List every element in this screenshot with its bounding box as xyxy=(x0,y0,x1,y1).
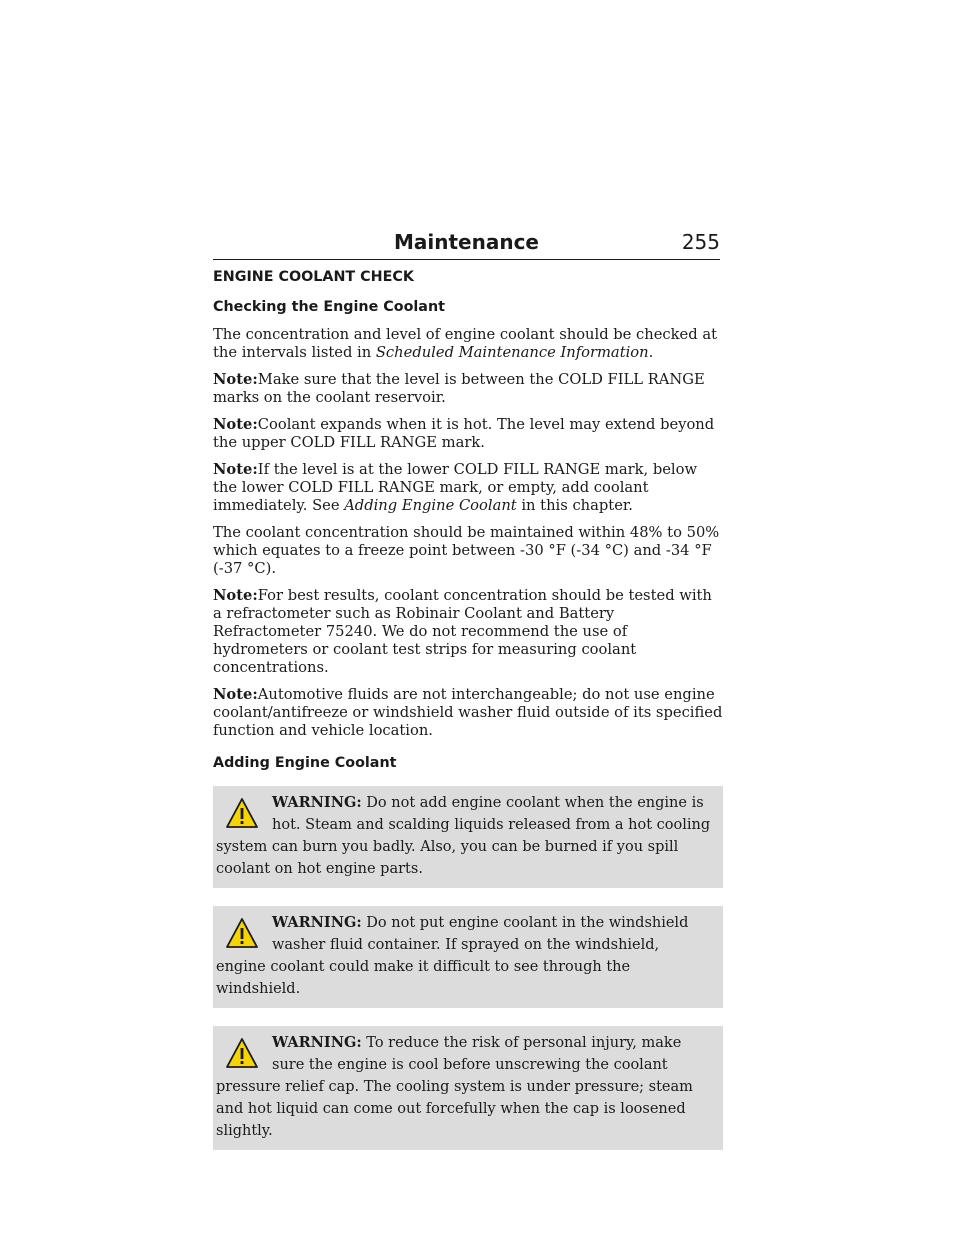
warning-label: WARNING: xyxy=(272,914,362,931)
section-title: ENGINE COOLANT CHECK xyxy=(213,269,414,285)
subsection-title-checking: Checking the Engine Coolant xyxy=(213,299,445,315)
note-paragraph: Note:For best results, coolant concentration should be tested with a refractometer such as Robinair Coolant and Battery Refractometer 75240. We do not recommend the use of hydrometers or coolant test strips for measuring coolant concentrations. xyxy=(213,587,712,676)
warning-triangle-icon xyxy=(226,1037,258,1069)
intro-paragraph: The concentration and level of engine coolant should be checked at the intervals listed in Scheduled Maintenance Information. xyxy=(213,326,717,361)
header-divider xyxy=(213,259,720,260)
warning-triangle-icon xyxy=(226,917,258,949)
page-number: 255 xyxy=(681,230,720,254)
page-header xyxy=(213,228,720,260)
warning-triangle-icon xyxy=(226,797,258,829)
chapter-title: Maintenance xyxy=(393,230,539,254)
cross-reference: Scheduled Maintenance Information xyxy=(375,344,649,361)
note-label: Note: xyxy=(213,686,258,703)
warning-box xyxy=(213,906,723,1008)
warning-label: WARNING: xyxy=(272,794,362,811)
note-label: Note: xyxy=(213,371,258,388)
note-paragraph: Note:Automotive fluids are not interchangeable; do not use engine coolant/antifreeze or windshield washer fluid outside of its specified function and vehicle location. xyxy=(213,686,723,739)
subsection-title-adding: Adding Engine Coolant xyxy=(213,755,397,771)
warning-label: WARNING: xyxy=(272,1034,362,1051)
warning-box xyxy=(213,786,723,888)
page-content xyxy=(213,268,723,1168)
note-paragraph: Note:If the level is at the lower COLD FILL RANGE mark, below the lower COLD FILL RANGE mark, or empty, add coolant immediately. See Adding Engine Coolant in this chapter. xyxy=(213,461,698,514)
warning-text: Do not add engine coolant when the engine is hot. Steam and scalding liquids released from a hot cooling system can burn you badly. Also, you can be burned if you spill coolant on hot engine parts. xyxy=(216,795,711,877)
warning-text: Do not put engine coolant in the windshield washer fluid container. If sprayed on the windshield, engine coolant could make it difficult to see through the windshield. xyxy=(216,915,689,997)
concentration-paragraph: The coolant concentration should be maintained within 48% to 50% which equates to a freeze point between -30 °F (-34 °C) and -34 °F (-37 °C). xyxy=(213,524,720,577)
note-paragraph: Note:Make sure that the level is between the COLD FILL RANGE marks on the coolant reservoir. xyxy=(213,371,705,406)
note-label: Note: xyxy=(213,461,258,478)
warning-text: To reduce the risk of personal injury, make sure the engine is cool before unscrewing the coolant pressure relief cap. The cooling system is under pressure; steam and hot liquid can come out forcefully when the cap is loosened slightly. xyxy=(216,1035,693,1139)
cross-reference: Adding Engine Coolant xyxy=(344,497,517,514)
note-paragraph: Note:Coolant expands when it is hot. The level may extend beyond the upper COLD FILL RANGE mark. xyxy=(213,416,715,451)
note-label: Note: xyxy=(213,587,258,604)
warning-box xyxy=(213,1026,723,1150)
note-label: Note: xyxy=(213,416,258,433)
